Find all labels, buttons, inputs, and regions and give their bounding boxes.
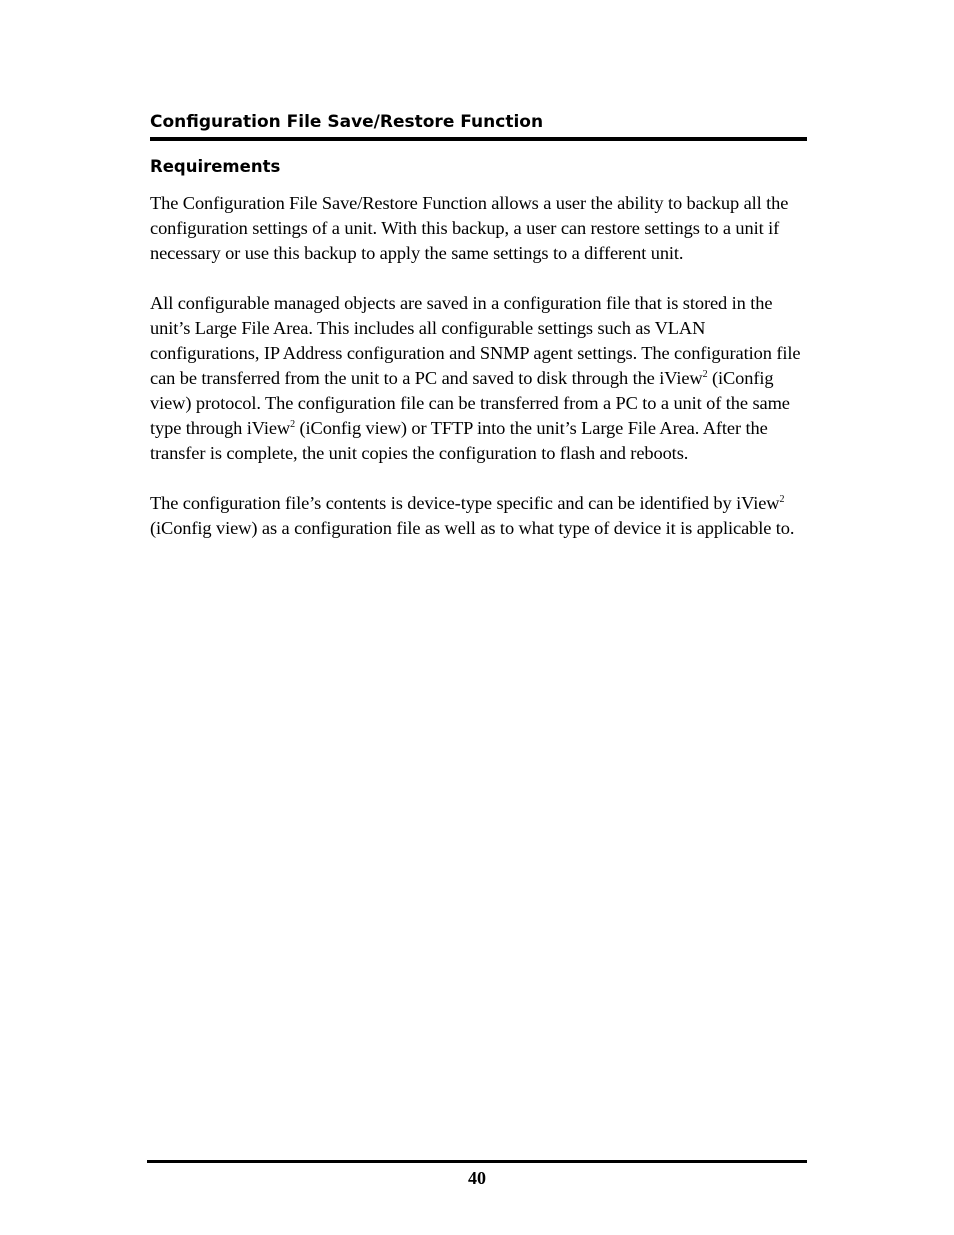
paragraph-managed-objects-text-3: (iConfig view) or TFTP into the unit’s Large File Area. After the transfer is complete, the unit copies the configuration to flash and reboots.: [150, 418, 768, 463]
paragraph-managed-objects: [150, 291, 810, 466]
page-number: 40: [468, 1168, 486, 1188]
paragraph-managed-objects-text-2: (iConfig view) protocol. The configuration file can be transferred from a PC to a unit of the same type through iView: [150, 368, 790, 438]
bottom-divider: [147, 1160, 807, 1163]
paragraph-device-type: [150, 491, 810, 541]
paragraph-device-type-text-1: The configuration file’s contents is device-type specific and can be identified by iView: [150, 493, 780, 513]
superscript-2: 2: [702, 369, 708, 380]
top-divider: [150, 137, 807, 141]
section-title: Configuration File Save/Restore Function: [150, 112, 544, 132]
paragraph-intro-text: The Configuration File Save/Restore Function allows a user the ability to backup all the configuration settings of a unit. With this backup, a user can restore settings to a unit if necessary or use this backup to apply the same settings to a different unit.: [150, 193, 789, 263]
paragraph-intro: [150, 191, 810, 266]
paragraph-managed-objects-text-1: All configurable managed objects are saved in a configuration file that is stored in the unit’s Large File Area. This includes all configurable settings such as VLAN configurations, IP Address configuration and SNMP agent settings. The configuration file can be transferred from the unit to a PC and saved to disk through the iView: [150, 293, 801, 388]
superscript-2: 2: [779, 494, 785, 505]
section-subtitle: Requirements: [150, 157, 281, 176]
paragraph-device-type-text-2: (iConfig view) as a configuration file as well as to what type of device it is applicable to.: [150, 518, 795, 538]
superscript-2: 2: [290, 419, 296, 430]
